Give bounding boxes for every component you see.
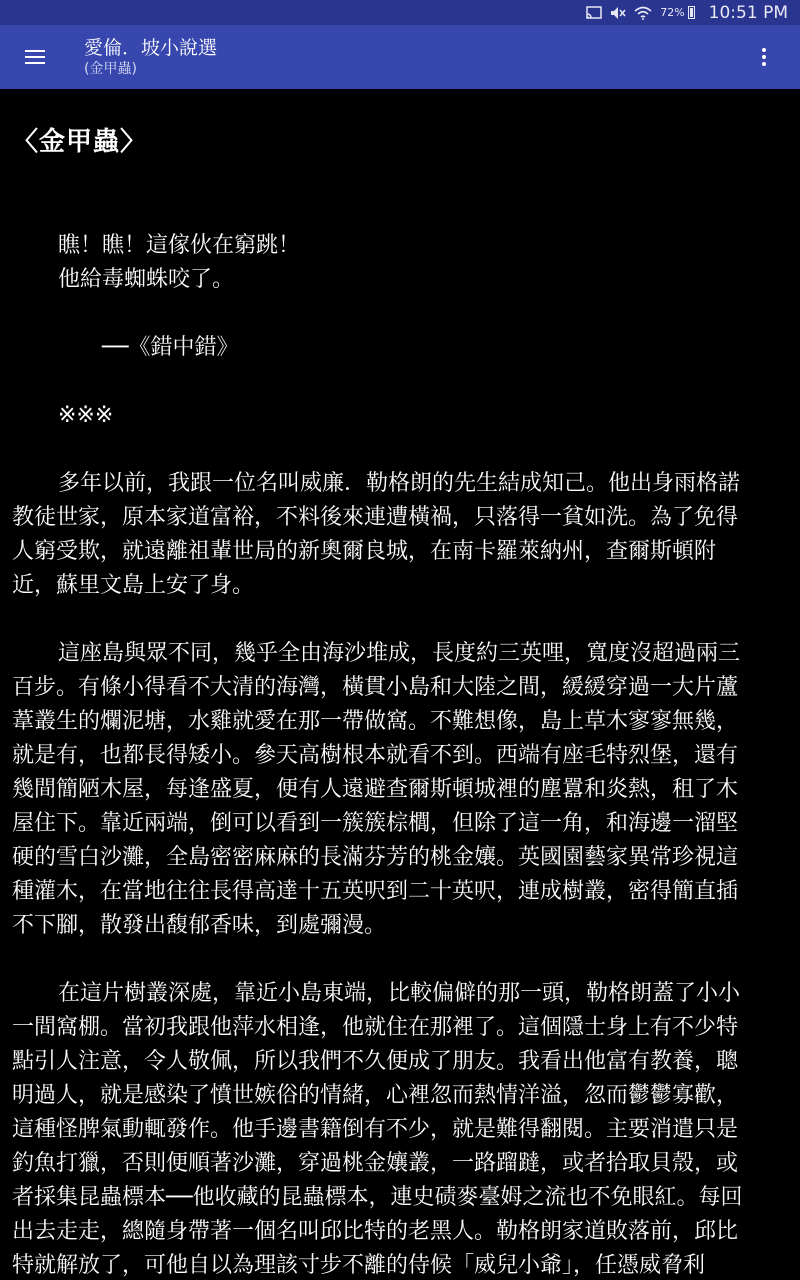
paragraph-line: 就是有，也都長得矮小。參天高樹根本就看不到。西端有座毛特烈堡，還有 bbox=[12, 743, 739, 768]
paragraph-line: 明過人，就是感染了憤世嫉俗的情緒，心裡忽而熱情洋溢，忽而鬱鬱寡歡， bbox=[12, 1083, 739, 1108]
wifi-icon bbox=[634, 6, 652, 20]
epigraph-line: 瞧！瞧！這傢伙在窮跳！ bbox=[58, 233, 301, 258]
paragraph-line: 這種怪脾氣動輒發作。他手邊書籍倒有不少，就是難得翻閱。主要消遣只是 bbox=[12, 1117, 739, 1142]
paragraph-line: 幾間簡陋木屋，每逢盛夏，便有人遠避查爾斯頓城裡的塵囂和炎熱，租了木 bbox=[12, 777, 739, 802]
paragraph-line: 硬的雪白沙灘，全島密密麻麻的長滿芬芳的桃金孃。英國園藝家異常珍視這 bbox=[12, 845, 739, 870]
section-separator: ※※※ bbox=[58, 403, 114, 428]
paragraph-line: 人窮受欺，就遠離祖輩世局的新奧爾良城，在南卡羅萊納州，查爾斯頓附 bbox=[12, 539, 717, 564]
paragraph-line: 一間窩棚。當初我跟他萍水相逢，他就住在那裡了。這個隱士身上有不少特 bbox=[12, 1015, 739, 1040]
app-bar-titles bbox=[84, 36, 217, 78]
battery-indicator bbox=[660, 6, 694, 19]
battery-percent: 72% bbox=[660, 6, 685, 19]
paragraph-line: 出去走走，總隨身帶著一個名叫邱比特的老黑人。勒格朗家道敗落前，邱比 bbox=[12, 1219, 739, 1244]
chapter-subtitle: (金甲蟲) bbox=[84, 61, 137, 77]
epigraph-line: 他給毒蜘蛛咬了。 bbox=[58, 267, 235, 292]
battery-icon bbox=[688, 6, 695, 19]
paragraph-line: 在這片樹叢深處，靠近小島東端，比較偏僻的那一頭，勒格朗蓋了小小 bbox=[58, 981, 741, 1006]
paragraph-line: 這座島與眾不同，幾乎全由海沙堆成，長度約三英哩，寬度沒超過兩三 bbox=[58, 641, 741, 666]
status-bar bbox=[0, 0, 800, 25]
paragraph-line: 葦叢生的爛泥塘，水雞就愛在那一帶做窩。不難想像，島上草木寥寥無幾， bbox=[12, 709, 739, 734]
paragraph-line: 百步。有條小得看不大清的海灣，橫貫小島和大陸之間，緩緩穿過一大片蘆 bbox=[12, 675, 739, 700]
mute-icon bbox=[610, 6, 626, 20]
paragraph-line: 近，蘇里文島上安了身。 bbox=[12, 573, 255, 598]
book-title: 愛倫．坡小說選 bbox=[84, 37, 218, 59]
paragraph-line: 種灌木，在當地往往長得高達十五英呎到二十英呎，連成樹叢，密得簡直插 bbox=[12, 879, 739, 904]
paragraph-line: 教徒世家，原本家道富裕，不料後來連遭橫禍，只落得一貧如洗。為了免得 bbox=[12, 505, 739, 530]
paragraph-line: 點引人注意，令人敬佩，所以我們不久便成了朋友。我看出他富有教養，聰 bbox=[12, 1049, 739, 1074]
reader-content bbox=[0, 89, 800, 1280]
paragraph-line: 多年以前，我跟一位名叫威廉．勒格朗的先生結成知己。他出身雨格諾 bbox=[58, 471, 741, 496]
paragraph-line: 者採集昆蟲標本──他收藏的昆蟲標本，連史碛麥臺姆之流也不免眼紅。每回 bbox=[12, 1185, 743, 1210]
paragraph-line: 不下腳，散發出馥郁香味，到處彌漫。 bbox=[12, 913, 387, 938]
more-vert-icon[interactable] bbox=[752, 45, 776, 69]
paragraph-line: 特就解放了，可他自以為理該寸步不離的侍候「威兒小爺」，任憑威脅利 bbox=[12, 1253, 706, 1278]
clock: 10:51 PM bbox=[708, 2, 788, 23]
cast-icon bbox=[586, 6, 602, 20]
paragraph-line: 釣魚打獵，否則便順著沙灘，穿過桃金孃叢，一路蹓躂，或者拾取貝殼，或 bbox=[12, 1151, 739, 1176]
epigraph-source: ──《錯中錯》 bbox=[102, 335, 239, 360]
app-bar bbox=[0, 25, 800, 89]
hamburger-menu-icon[interactable] bbox=[0, 25, 70, 89]
paragraph-line: 屋住下。靠近兩端，倒可以看到一簇簇棕櫚，但除了這一角，和海邊一溜堅 bbox=[12, 811, 739, 836]
chapter-heading: 〈金甲蟲〉 bbox=[12, 127, 148, 157]
